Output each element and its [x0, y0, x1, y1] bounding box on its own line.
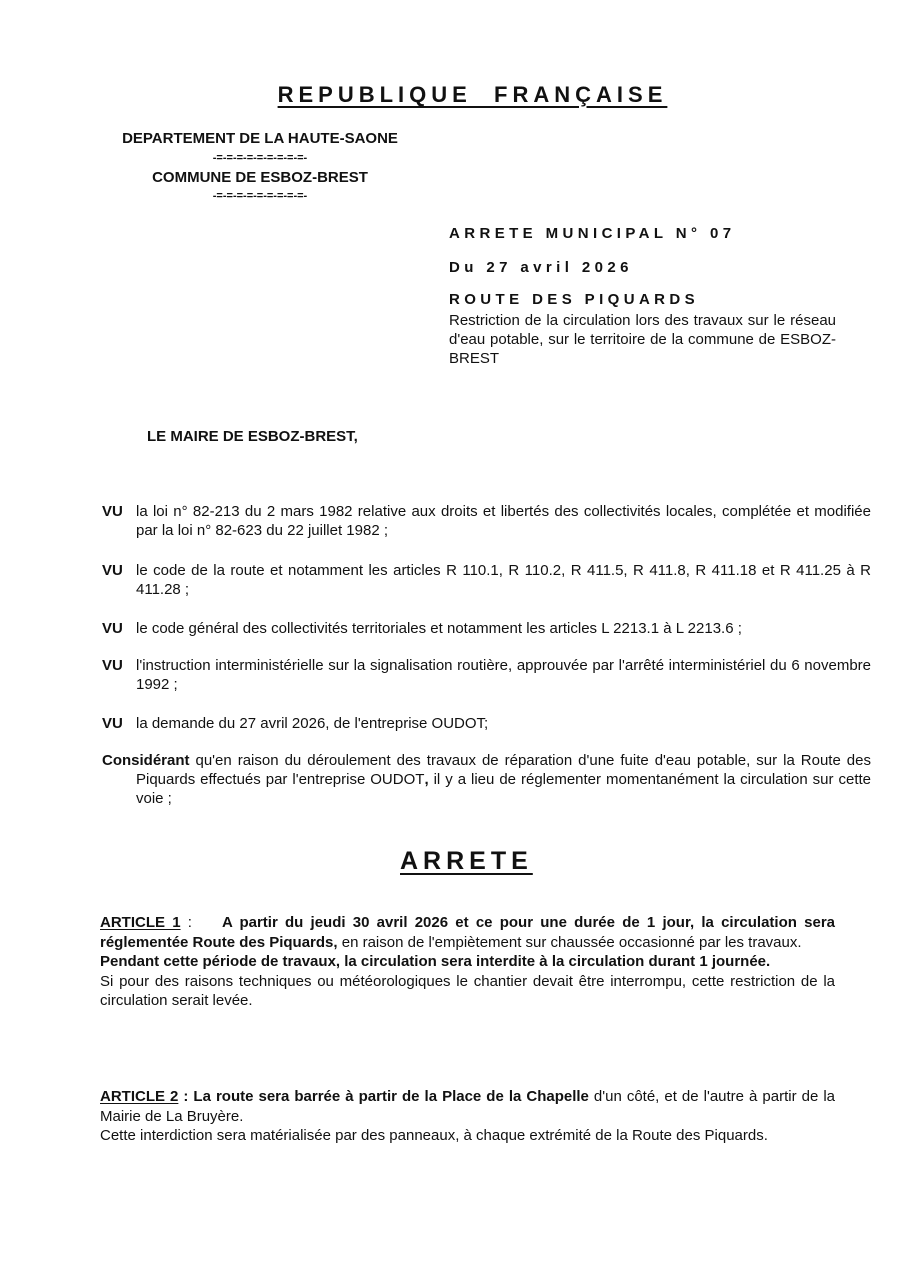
- article-2-sep: :: [178, 1088, 189, 1105]
- visa-text: le code de la route et notamment les articles R 110.1, R 110.2, R 411.5, R 411.8, R 411.18 et R 411.25 à R 411.28 ;: [136, 562, 871, 598]
- visa-item: [102, 619, 871, 638]
- visa-item: [102, 561, 871, 599]
- visa-item: [102, 502, 871, 540]
- departement-heading: DEPARTEMENT DE LA HAUTE-SAONE: [122, 130, 398, 147]
- visa-text: la demande du 27 avril 2026, de l'entreprise OUDOT;: [136, 715, 489, 732]
- article-1-text: Si pour des raisons techniques ou météorologiques le chantier devait être interrompu, cette restriction de la circulation serait levée.: [100, 972, 835, 1009]
- article-1-bold-text: Pendant cette période de travaux, la circulation sera interdite à la circulation durant 1 journée.: [100, 953, 771, 970]
- visa-keyword: VU: [102, 715, 123, 732]
- article-2-label: ARTICLE 2: [100, 1088, 179, 1105]
- route-name: ROUTE DES PIQUARDS: [449, 291, 700, 308]
- visa-item: [102, 656, 871, 694]
- arrete-description: Restriction de la circulation lors des travaux sur le réseau d'eau potable, sur le territoire de la commune de ESBOZ-BREST: [449, 312, 836, 367]
- considerant-text: qu'en raison du déroulement des travaux de réparation d'une fuite d'eau potable, sur la Route des Piquards effectués par l'entreprise OUDOT: [136, 752, 871, 788]
- separator-line: -=-=-=-=-=-=-=-=-=-: [212, 152, 308, 164]
- article-1-sep: :: [180, 914, 192, 931]
- article-2: [100, 1087, 835, 1146]
- article-2-text: Cette interdiction sera matérialisée par des panneaux, à chaque extrémité de la Route des Piquards.: [100, 1127, 768, 1144]
- article-2-text: d'un côté, et de l'autre à partir de la Mairie de La Bruyère.: [100, 1088, 835, 1125]
- visa-item: [102, 714, 871, 733]
- arrete-number: ARRETE MUNICIPAL N° 07: [449, 225, 736, 242]
- arrete-section-title: ARRETE: [400, 847, 533, 875]
- article-1-bold-text: A partir du jeudi 30 avril 2026 et ce pour une durée de 1 jour, la circulation sera réglementée Route des Piquards,: [100, 914, 836, 951]
- visa-text: l'instruction interministérielle sur la signalisation routière, approuvée par l'arrêté interministériel du 6 novembre 1992 ;: [136, 657, 871, 693]
- maire-heading: LE MAIRE DE ESBOZ-BREST,: [147, 428, 358, 445]
- commune-heading: COMMUNE DE ESBOZ-BREST: [152, 169, 368, 186]
- article-2-bold-text: La route sera barrée à partir de la Place de la Chapelle: [188, 1088, 589, 1105]
- separator-line: -=-=-=-=-=-=-=-=-=-: [212, 190, 308, 202]
- visa-keyword: VU: [102, 562, 123, 579]
- visa-text: le code général des collectivités territoriales et notamment les articles L 2213.1 à L 2213.6 ;: [136, 620, 742, 637]
- visa-keyword: VU: [102, 503, 123, 520]
- considerant-text: il y a lieu de réglementer momentanément la circulation sur cette voie ;: [136, 771, 871, 807]
- visa-keyword: VU: [102, 657, 123, 674]
- article-1: [100, 913, 835, 1011]
- article-1-text: en raison de l'empiètement sur chaussée occasionné par les travaux.: [337, 933, 802, 951]
- visa-text: la loi n° 82-213 du 2 mars 1982 relative aux droits et libertés des collectivités locales, complétée et modifiée par la loi n° 82-623 du 22 juillet 1982 ;: [136, 503, 871, 539]
- visa-keyword: VU: [102, 620, 123, 637]
- considerant-comma: ,: [424, 771, 429, 788]
- considerant-keyword: Considérant: [102, 752, 190, 769]
- republique-title: REPUBLIQUE FRANÇAISE: [277, 82, 668, 107]
- considerant-item: [102, 751, 871, 808]
- arrete-date: Du 27 avril 2026: [449, 259, 633, 276]
- article-1-label: ARTICLE 1: [100, 914, 181, 931]
